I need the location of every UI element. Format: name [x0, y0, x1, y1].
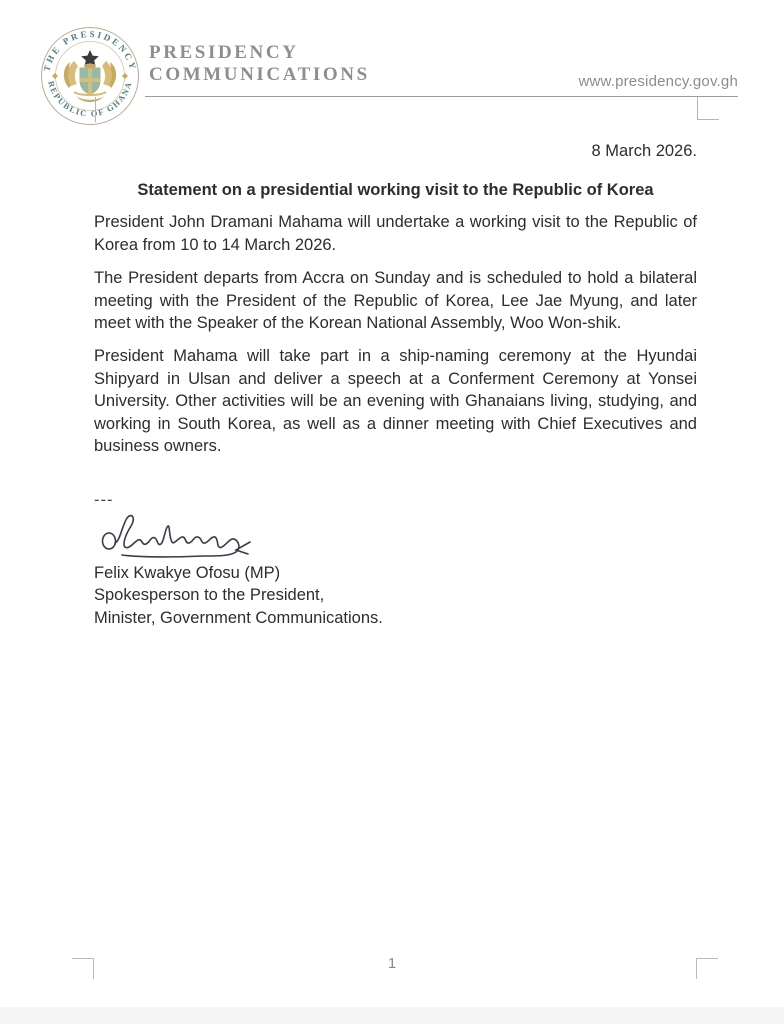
- seal-ring-bottom-text: REPUBLIC OF GHANA: [46, 80, 134, 119]
- page-number: 1: [387, 955, 397, 972]
- paragraph-2: The President departs from Accra on Sunday and is scheduled to hold a bilateral meeting with the President of the Republic of Korea, Lee Jae Myung, and later meet with the Speaker of the Korean National Assembly, Woo Won-shik.: [94, 269, 697, 333]
- paragraph-1: President John Dramani Mahama will undertake a working visit to the Republic of Korea from 10 to 14 March 2026.: [94, 213, 697, 254]
- document-body: [94, 140, 697, 629]
- seal-diamond-right: [122, 73, 128, 79]
- signatory-role-2: Minister, Government Communications.: [94, 608, 383, 627]
- page-edge-background: [0, 1007, 784, 1024]
- header-divider: [145, 96, 738, 97]
- brand-line-1: PRESIDENCY: [149, 42, 299, 63]
- footer-corner-mark-left: [72, 958, 94, 979]
- signatory-role-1: Spokesperson to the President,: [94, 586, 325, 605]
- document-date: 8 March 2026.: [591, 142, 697, 160]
- footer-corner-mark-right: [696, 958, 718, 979]
- website-url: www.presidency.gov.gh: [578, 73, 738, 90]
- handwritten-signature: [98, 514, 266, 560]
- seal-ring-top-text: THE PRESIDENCY: [41, 28, 139, 73]
- coat-of-arms: [64, 50, 116, 102]
- signature-block: [94, 489, 697, 629]
- separator-dashes: ---: [94, 491, 114, 510]
- paragraph-3: President Mahama will take part in a ship-naming ceremony at the Hyundai Shipyard in Ulsan and deliver a speech at a Conferment Ceremony at Yonsei University. Other activities will be an evening with Ghanaians living, studying, and working in South Korea, as well as a dinner meeting with Chief Executives and business owners.: [94, 347, 697, 456]
- brand-line-2: COMMUNICATIONS: [149, 64, 370, 85]
- seal-diamond-left: [52, 73, 58, 79]
- signatory-name: Felix Kwakye Ofosu (MP): [94, 563, 281, 582]
- crop-mark-left: [95, 97, 96, 122]
- brand-wordmark: [149, 42, 370, 86]
- document-title: Statement on a presidential working visit to the Republic of Korea: [137, 181, 654, 199]
- ghana-presidency-seal: [38, 26, 142, 126]
- crop-mark-right: [697, 97, 719, 120]
